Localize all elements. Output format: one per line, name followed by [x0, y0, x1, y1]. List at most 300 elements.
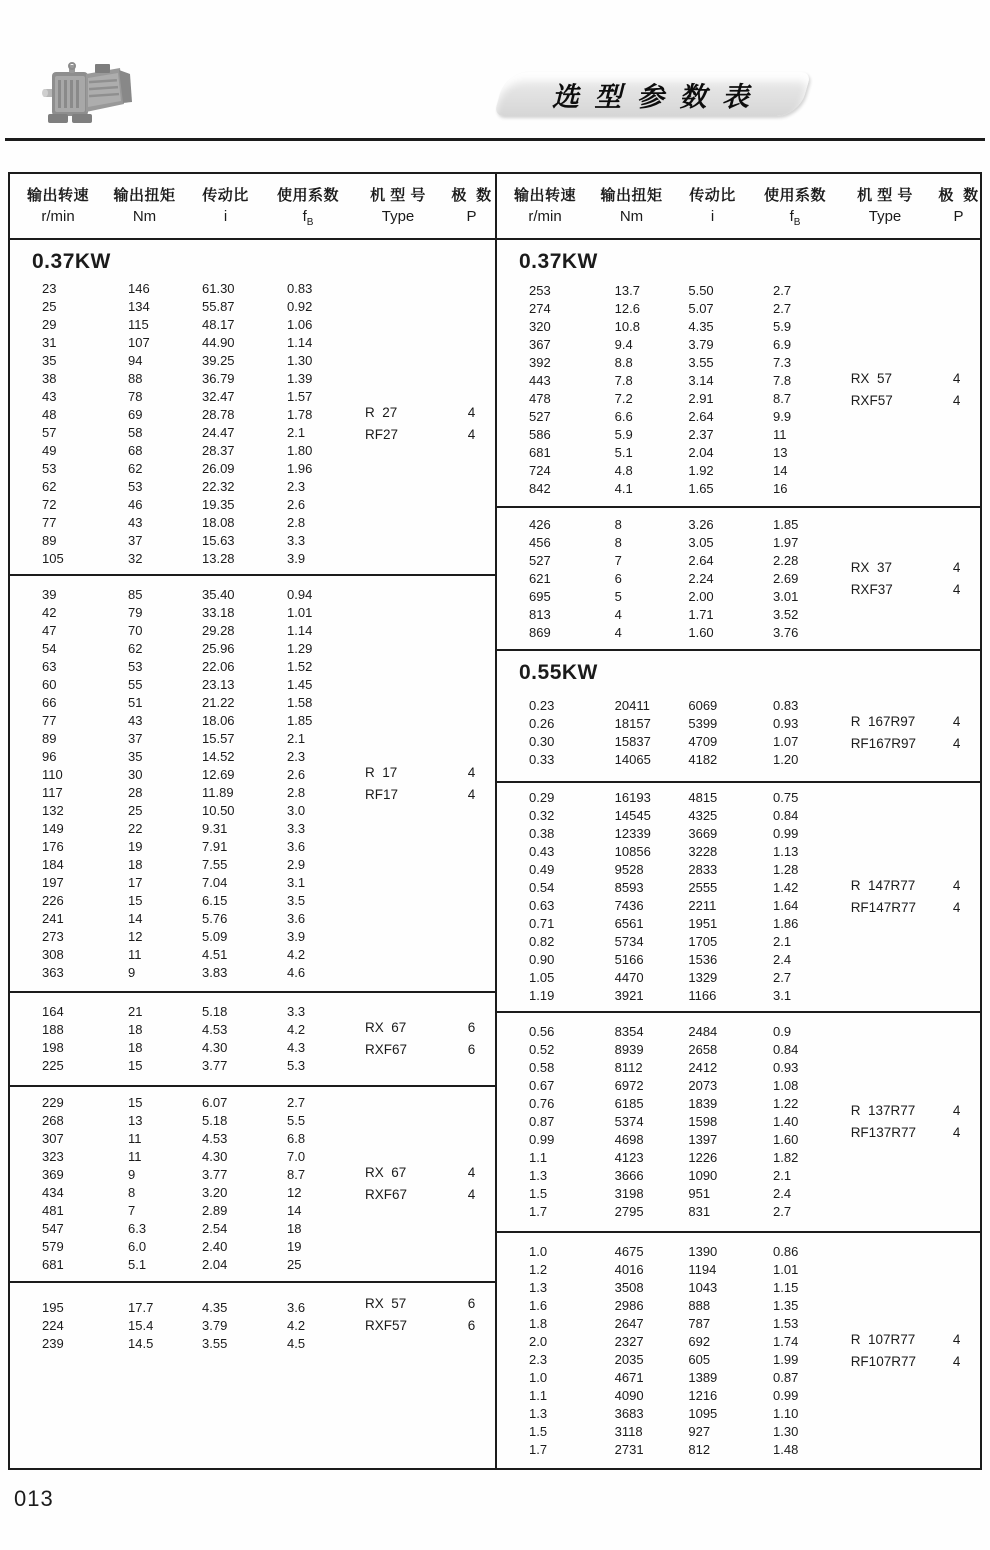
torque-value: 9.4: [614, 337, 633, 352]
torque-value: 4.1: [614, 481, 633, 496]
speed-value: 132: [42, 802, 64, 818]
poles-value: 4: [952, 1353, 961, 1369]
factor-value: 4.5: [287, 1336, 306, 1351]
torque-value: 17: [128, 874, 143, 890]
ratio-value: 2.40: [202, 1239, 228, 1254]
block-body: [497, 1233, 980, 1468]
speed-value: 0.26: [529, 716, 555, 731]
torque-value: 15: [128, 1058, 143, 1073]
factor-value: 2.7: [773, 1204, 792, 1219]
type-value: R 17: [365, 764, 398, 780]
speed-value: 105: [42, 551, 64, 566]
factor-value: 3.3: [287, 533, 306, 548]
speed-value: 198: [42, 1040, 64, 1055]
ratio-value: 2.04: [688, 445, 714, 460]
table-header-left: [10, 174, 495, 238]
factor-value: 1.45: [287, 676, 313, 692]
factor-value: 2.6: [287, 497, 306, 512]
speed-value: 0.38: [529, 826, 555, 841]
speed-value: 1.1: [529, 1150, 548, 1165]
torque-value: 20411: [614, 698, 650, 713]
poles-column: [448, 1283, 495, 1468]
torque-value: 3683: [614, 1405, 644, 1421]
speed-value: 1.3: [529, 1405, 548, 1421]
torque-value: 9: [128, 1167, 136, 1182]
speed-value: 456: [529, 534, 551, 550]
torque-value: 4: [614, 624, 622, 640]
torque-value: 8354: [614, 1024, 644, 1039]
speed-value: 274: [529, 301, 551, 316]
torque-value: 6972: [614, 1078, 644, 1093]
power-section-label: 0.37KW: [519, 250, 598, 273]
torque-value: 7: [128, 1203, 136, 1218]
speed-value: 49: [42, 443, 57, 458]
poles-value: 4: [467, 1187, 476, 1202]
speed-value: 62: [42, 479, 57, 494]
torque-value: 43: [128, 515, 143, 530]
ratio-value: 1389: [688, 1369, 718, 1385]
ratio-value: 1598: [688, 1114, 718, 1129]
factor-value: 0.92: [287, 299, 313, 314]
speed-value: 308: [42, 946, 64, 962]
torque-value: 62: [128, 461, 143, 476]
ratio-value: 7.55: [202, 856, 228, 872]
factor-value: 3.6: [287, 910, 306, 926]
torque-value: 12: [128, 928, 143, 944]
factor-value: 4.3: [287, 1040, 306, 1055]
ratio-value: 1397: [688, 1132, 718, 1147]
torque-column: [106, 274, 183, 574]
poles-value: 6: [467, 1318, 476, 1333]
torque-value: 53: [128, 479, 143, 494]
torque-value: 2647: [614, 1315, 644, 1331]
ratio-value: 787: [688, 1315, 711, 1331]
speed-column: [497, 508, 593, 649]
ratio-value: 44.90: [202, 335, 235, 350]
speed-value: 478: [529, 391, 551, 406]
factor-value: 3.6: [287, 1300, 306, 1315]
torque-value: 69: [128, 407, 143, 422]
factor-column: [268, 1283, 348, 1468]
header-factor: 使用系数: [763, 187, 826, 204]
factor-value: 8.7: [773, 391, 792, 406]
speed-value: 1.1: [529, 1387, 548, 1403]
factor-value: 0.9: [773, 1024, 792, 1039]
type-column: [834, 1233, 934, 1468]
factor-value: 1.86: [773, 916, 799, 931]
type-column: [834, 1013, 934, 1231]
type-value: RF137R77: [850, 1125, 916, 1140]
factor-value: 5.5: [287, 1113, 306, 1128]
factor-value: 1.20: [773, 752, 799, 767]
factor-value: 5.3: [287, 1058, 306, 1073]
speed-value: 23: [42, 281, 57, 296]
factor-value: 2.9: [287, 856, 306, 872]
torque-value: 37: [128, 730, 143, 746]
torque-value: 115: [128, 317, 149, 332]
factor-value: 2.4: [773, 1186, 792, 1201]
ratio-column: [669, 685, 754, 781]
ratio-value: 5.76: [202, 910, 228, 926]
speed-value: 0.43: [529, 844, 555, 859]
speed-value: 43: [42, 389, 57, 404]
factor-value: 1.14: [287, 335, 313, 350]
speed-value: 224: [42, 1318, 64, 1333]
factor-value: 1.15: [773, 1279, 799, 1295]
torque-value: 7.2: [614, 391, 633, 406]
ratio-value: 3669: [688, 826, 718, 841]
factor-value: 6.8: [287, 1131, 306, 1146]
poles-column: [448, 1087, 495, 1281]
block-body: [10, 1087, 495, 1281]
torque-value: 12339: [614, 826, 651, 841]
table-right-column: [495, 240, 980, 1468]
speed-value: 0.99: [529, 1132, 555, 1147]
ratio-value: 1.92: [688, 463, 714, 478]
ratio-value: 5.18: [202, 1113, 228, 1128]
ratio-value: 10.50: [202, 802, 235, 818]
ratio-value: 3.79: [202, 1318, 228, 1333]
factor-value: 1.57: [287, 389, 313, 404]
torque-value: 3198: [614, 1186, 644, 1201]
torque-value: 16193: [614, 790, 651, 805]
torque-value: 8939: [614, 1042, 644, 1057]
type-value: RF27: [365, 427, 399, 442]
speed-value: 869: [529, 624, 551, 640]
ratio-value: 2658: [688, 1042, 718, 1057]
speed-value: 724: [529, 463, 551, 478]
table-left-column: [10, 240, 495, 1468]
torque-value: 2986: [614, 1297, 644, 1313]
ratio-value: 3.14: [688, 373, 714, 388]
type-column: [834, 508, 934, 649]
type-value: RF167R97: [850, 736, 916, 751]
speed-value: 0.33: [529, 752, 555, 767]
speed-value: 1.6: [529, 1297, 548, 1313]
ratio-value: 2.91: [688, 391, 714, 406]
ratio-value: 4.30: [202, 1149, 228, 1164]
block-body: [497, 1013, 980, 1231]
header-ratio: 传动比: [202, 187, 249, 204]
header-factor: 使用系数: [276, 187, 339, 204]
torque-value: 5.9: [614, 427, 633, 442]
torque-value: 53: [128, 658, 143, 674]
speed-value: 0.76: [529, 1096, 555, 1111]
ratio-value: 1951: [688, 916, 718, 931]
ratio-value: 9.31: [202, 820, 228, 836]
factor-value: 1.01: [287, 604, 313, 620]
poles-value: 4: [467, 427, 476, 442]
ratio-value: 18.08: [202, 515, 235, 530]
speed-value: 268: [42, 1113, 64, 1128]
speed-value: 66: [42, 694, 57, 710]
ratio-value: 35.40: [202, 586, 235, 602]
ratio-value: 4182: [688, 752, 718, 767]
torque-value: 58: [128, 425, 143, 440]
factor-column: [754, 1013, 834, 1231]
ratio-column: [669, 508, 754, 649]
torque-value: 2795: [614, 1204, 644, 1219]
factor-value: 3.9: [287, 551, 306, 566]
ratio-value: 4.51: [202, 946, 228, 962]
factor-value: 3.01: [773, 588, 799, 604]
table-block: [497, 508, 980, 651]
torque-column: [593, 1233, 670, 1468]
ratio-value: 1390: [688, 1243, 718, 1259]
factor-value: 1.96: [287, 461, 313, 476]
ratio-value: 1095: [688, 1405, 718, 1421]
ratio-value: 4815: [688, 790, 718, 805]
speed-value: 25: [42, 299, 57, 314]
speed-value: 527: [529, 552, 551, 568]
speed-value: 1.8: [529, 1315, 548, 1331]
factor-value: 4.2: [287, 946, 306, 962]
header-torque: 输出扭矩: [113, 187, 176, 204]
speed-value: 0.87: [529, 1114, 555, 1129]
table-header-right: [495, 174, 980, 238]
torque-value: 18: [128, 856, 143, 872]
ratio-value: 3.05: [688, 534, 714, 550]
speed-value: 77: [42, 515, 57, 530]
poles-value: 6: [467, 1020, 476, 1035]
ratio-value: 29.28: [202, 622, 235, 638]
speed-value: 1.05: [529, 970, 555, 985]
type-column: [834, 685, 934, 781]
speed-value: 320: [529, 319, 551, 334]
factor-value: 6.9: [773, 337, 792, 352]
ratio-value: 4709: [688, 734, 718, 749]
torque-value: 4675: [614, 1243, 644, 1259]
ratio-value: 5.07: [688, 301, 714, 316]
torque-value: 6.0: [128, 1239, 147, 1254]
factor-value: 7.0: [287, 1149, 306, 1164]
torque-value: 15: [128, 1095, 143, 1110]
speed-value: 1.3: [529, 1168, 548, 1183]
speed-value: 426: [529, 516, 551, 532]
factor-value: 1.48: [773, 1441, 799, 1457]
factor-value: 0.86: [773, 1243, 799, 1259]
torque-value: 7: [614, 552, 622, 568]
ratio-value: 2073: [688, 1078, 718, 1093]
torque-value: 3666: [614, 1168, 644, 1183]
speed-value: 0.52: [529, 1042, 555, 1057]
factor-value: 2.1: [773, 934, 792, 949]
torque-column: [106, 1087, 183, 1281]
ratio-value: 3.55: [688, 355, 714, 370]
table-header-row: [10, 174, 980, 240]
factor-column: [268, 1087, 348, 1281]
speed-column: [497, 1233, 593, 1468]
table-block: [497, 651, 980, 783]
poles-value: 4: [952, 1103, 961, 1118]
torque-value: 37: [128, 533, 143, 548]
torque-value: 4016: [614, 1261, 644, 1277]
torque-value: 78: [128, 389, 143, 404]
ratio-value: 15.63: [202, 533, 235, 548]
header-poles: 极 数: [451, 187, 492, 204]
factor-value: 3.1: [287, 874, 306, 890]
factor-value: 18: [287, 1221, 302, 1236]
torque-value: 13.7: [614, 283, 640, 298]
speed-value: 0.82: [529, 934, 555, 949]
table-block: [497, 783, 980, 1013]
factor-value: 0.84: [773, 808, 799, 823]
torque-value: 2035: [614, 1351, 644, 1367]
ratio-value: 1194: [688, 1261, 717, 1277]
type-value: RF17: [365, 786, 399, 802]
factor-value: 3.5: [287, 892, 306, 908]
torque-value: 15837: [614, 734, 651, 749]
table-block: [10, 1087, 495, 1283]
speed-value: 77: [42, 712, 57, 728]
torque-value: 8: [128, 1185, 136, 1200]
header-ratio: 传动比: [689, 187, 736, 204]
factor-column: [268, 576, 348, 991]
speed-value: 0.67: [529, 1078, 555, 1093]
ratio-value: 3228: [688, 844, 718, 859]
ratio-value: 6.07: [202, 1095, 228, 1110]
ratio-column: [183, 993, 268, 1085]
torque-value: 25: [128, 802, 143, 818]
ratio-value: 11.89: [202, 784, 234, 800]
factor-value: 2.6: [287, 766, 306, 782]
speed-value: 0.90: [529, 952, 555, 967]
torque-value: 2731: [614, 1441, 644, 1457]
ratio-value: 36.79: [202, 371, 235, 386]
table-block: [10, 576, 495, 993]
factor-value: 4.2: [287, 1318, 306, 1333]
poles-value: 4: [952, 559, 961, 575]
ratio-value: 3.77: [202, 1167, 228, 1182]
speed-value: 0.49: [529, 862, 555, 877]
type-value: RX 37: [850, 559, 892, 575]
torque-value: 43: [128, 712, 143, 728]
factor-value: 4.6: [287, 964, 306, 980]
speed-value: 481: [42, 1203, 64, 1218]
speed-value: 164: [42, 1004, 64, 1019]
block-body: [10, 993, 495, 1085]
factor-value: 1.60: [773, 1132, 799, 1147]
speed-value: 197: [42, 874, 64, 890]
poles-value: 4: [952, 900, 961, 915]
speed-column: [497, 274, 593, 506]
block-body: [10, 1283, 495, 1468]
type-value: RXF67: [365, 1042, 408, 1057]
type-value: R 137R77: [850, 1103, 916, 1118]
ratio-value: 5399: [688, 716, 718, 731]
ratio-value: 28.37: [202, 443, 235, 458]
speed-value: 38: [42, 371, 57, 386]
ratio-value: 19.35: [202, 497, 235, 512]
type-column: [348, 576, 448, 991]
factor-value: 2.69: [773, 570, 799, 586]
ratio-value: 1043: [688, 1279, 718, 1295]
factor-value: 4.2: [287, 1022, 306, 1037]
speed-value: 239: [42, 1336, 64, 1351]
ratio-value: 23.13: [202, 676, 235, 692]
factor-value: 1.10: [773, 1405, 799, 1421]
type-value: R 107R77: [850, 1331, 916, 1347]
factor-value: 1.99: [773, 1351, 799, 1367]
factor-value: 0.99: [773, 826, 799, 841]
torque-value: 4698: [614, 1132, 644, 1147]
speed-column: [497, 685, 593, 781]
ratio-value: 812: [688, 1441, 711, 1457]
speed-column: [10, 993, 106, 1085]
speed-value: 48: [42, 407, 57, 422]
factor-value: 0.87: [773, 1369, 799, 1385]
factor-value: 3.3: [287, 820, 306, 836]
speed-value: 621: [529, 570, 551, 586]
factor-value: 1.08: [773, 1078, 799, 1093]
speed-column: [497, 783, 593, 1011]
poles-value: 4: [467, 405, 476, 420]
speed-value: 117: [42, 784, 63, 800]
speed-column: [10, 1087, 106, 1281]
torque-value: 8593: [614, 880, 644, 895]
speed-value: 39: [42, 586, 57, 602]
speed-column: [10, 576, 106, 991]
ratio-value: 18.06: [202, 712, 235, 728]
ratio-value: 6069: [688, 698, 718, 713]
poles-value: 4: [952, 371, 961, 386]
speed-value: 1.19: [529, 988, 555, 1003]
header-torque: 输出扭矩: [600, 187, 663, 204]
speed-value: 392: [529, 355, 551, 370]
torque-value: 85: [128, 586, 143, 602]
factor-column: [268, 274, 348, 574]
speed-value: 1.7: [529, 1204, 548, 1219]
factor-value: 0.84: [773, 1042, 799, 1057]
ratio-value: 6.15: [202, 892, 228, 908]
factor-value: 2.8: [287, 784, 306, 800]
torque-value: 8112: [614, 1060, 643, 1075]
speed-value: 586: [529, 427, 551, 442]
unit-poles: P: [466, 208, 477, 225]
factor-value: 14: [287, 1203, 302, 1218]
speed-value: 681: [42, 1257, 64, 1272]
factor-value: 3.3: [287, 1004, 306, 1019]
ratio-value: 55.87: [202, 299, 235, 314]
gear-motor-image: [42, 62, 142, 128]
poles-value: 6: [467, 1296, 476, 1311]
factor-column: [754, 685, 834, 781]
ratio-value: 24.47: [202, 425, 235, 440]
factor-value: 1.28: [773, 862, 799, 877]
speed-value: 42: [42, 604, 57, 620]
ratio-value: 1216: [688, 1387, 718, 1403]
ratio-column: [669, 274, 754, 506]
ratio-value: 692: [688, 1333, 711, 1349]
selection-parameter-table: [8, 172, 982, 1470]
speed-value: 0.23: [529, 698, 555, 713]
ratio-value: 4325: [688, 808, 718, 823]
torque-value: 17.7: [128, 1300, 154, 1315]
torque-value: 55: [128, 676, 143, 692]
ratio-value: 4.30: [202, 1040, 228, 1055]
ratio-value: 48.17: [202, 317, 235, 332]
ratio-value: 26.09: [202, 461, 235, 476]
ratio-value: 2.24: [688, 570, 714, 586]
torque-value: 4671: [614, 1369, 644, 1385]
factor-value: 3.0: [287, 802, 306, 818]
factor-value: 0.93: [773, 1060, 799, 1075]
ratio-value: 3.77: [202, 1058, 228, 1073]
torque-value: 146: [128, 281, 150, 296]
header-speed: 输出转速: [26, 187, 89, 204]
factor-value: 0.75: [773, 790, 799, 805]
table-block: [497, 1013, 980, 1233]
